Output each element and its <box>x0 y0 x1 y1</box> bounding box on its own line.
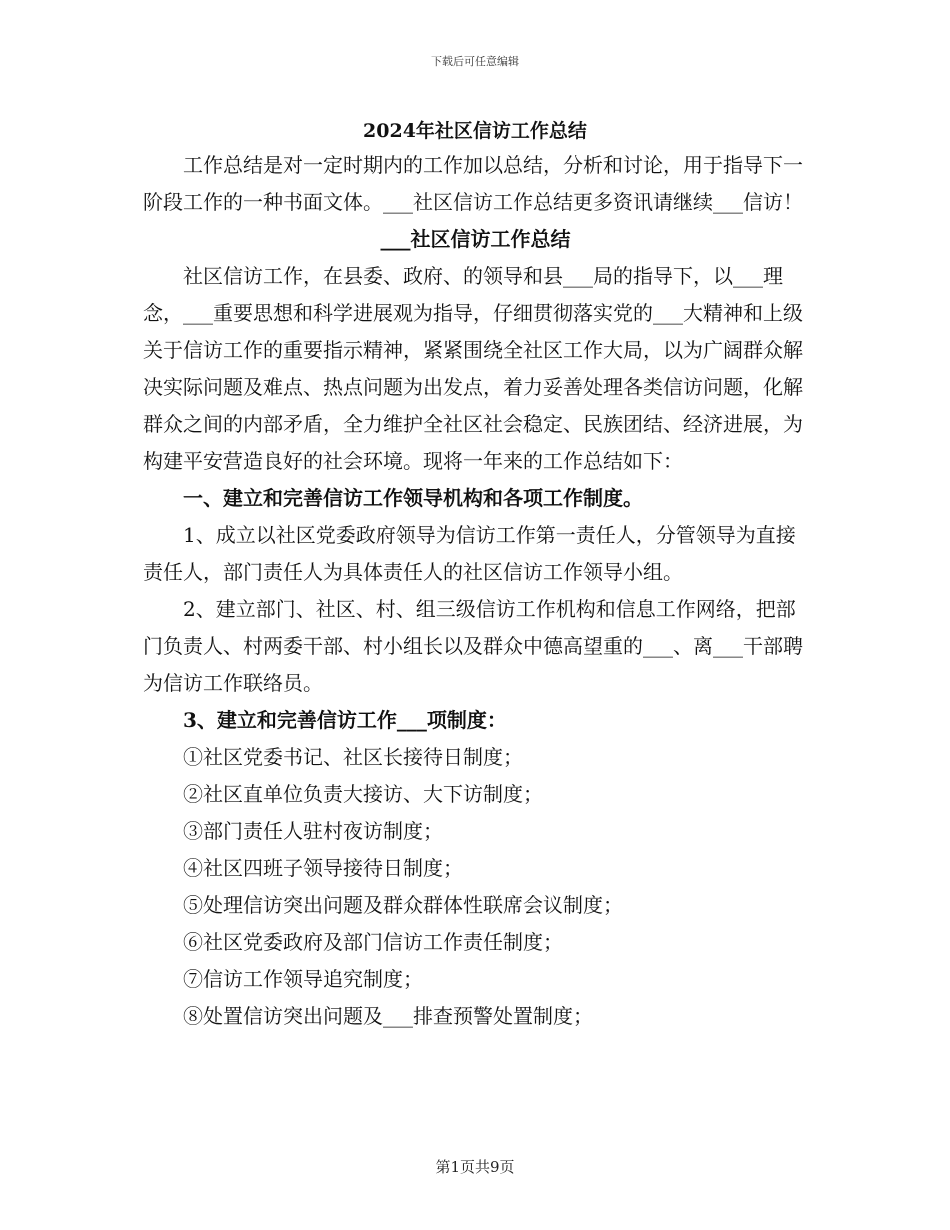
list-item: ①社区党委书记、社区长接待日制度； <box>183 745 523 769</box>
body-paragraph: 社区信访工作，在县委、政府、的领导和县___局的指导下，以___理念，___重要思想和科学进展观为指导，仔细贯彻落实党的___大精神和上级关于信访工作的重要指示精神，紧紧围绕全社区工作大局，以为广阔群众解决实际问题及难点、热点问题为出发点，着力妥善处理各类信访问题，化解群众之间的内部矛盾，全力维护全社区社会稳定、民族团结、经济进展，为构建平安营造良好的社会环境。现将一年来的工作总结如下： <box>143 264 803 473</box>
list-item: ②社区直单位负责大接访、大下访制度； <box>183 782 543 806</box>
page-footer: 第1页共9页 <box>435 1158 515 1176</box>
document-body <box>143 147 808 1035</box>
list-item: ⑤处理信访突出问题及群众群体性联席会议制度； <box>183 893 623 917</box>
document-title: 2024年社区信访工作总结 <box>363 120 587 142</box>
list-item: ④社区四班子领导接待日制度； <box>183 856 463 880</box>
intro-paragraph: 工作总结是对一定时期内的工作加以总结，分析和讨论，用于指导下一阶段工作的一种书面文体。___社区信访工作总结更多资讯请继续___信访！ <box>143 153 803 214</box>
point-2: 2、建立部门、社区、村、组三级信访工作机构和信息工作网络，把部门负责人、村两委干部、村小组长以及群众中德高望重的___、离___干部聘为信访工作联络员。 <box>143 597 803 695</box>
document-subtitle: ___社区信访工作总结 <box>380 227 571 251</box>
section-heading: 一、建立和完善信访工作领导机构和各项工作制度。 <box>183 486 643 510</box>
list-item: ⑦信访工作领导追究制度； <box>183 967 423 991</box>
point-3-heading: 3、建立和完善信访工作___项制度： <box>183 708 507 732</box>
list-item: ⑥社区党委政府及部门信访工作责任制度； <box>183 930 563 954</box>
page-header: 下载后可任意编辑 <box>431 55 519 68</box>
list-item: ⑧处置信访突出问题及___排查预警处置制度； <box>183 1004 593 1028</box>
point-1: 1、成立以社区党委政府领导为信访工作第一责任人，分管领导为直接责任人，部门责任人为具体责任人的社区信访工作领导小组。 <box>143 523 796 584</box>
list-item: ③部门责任人驻村夜访制度； <box>183 819 443 843</box>
